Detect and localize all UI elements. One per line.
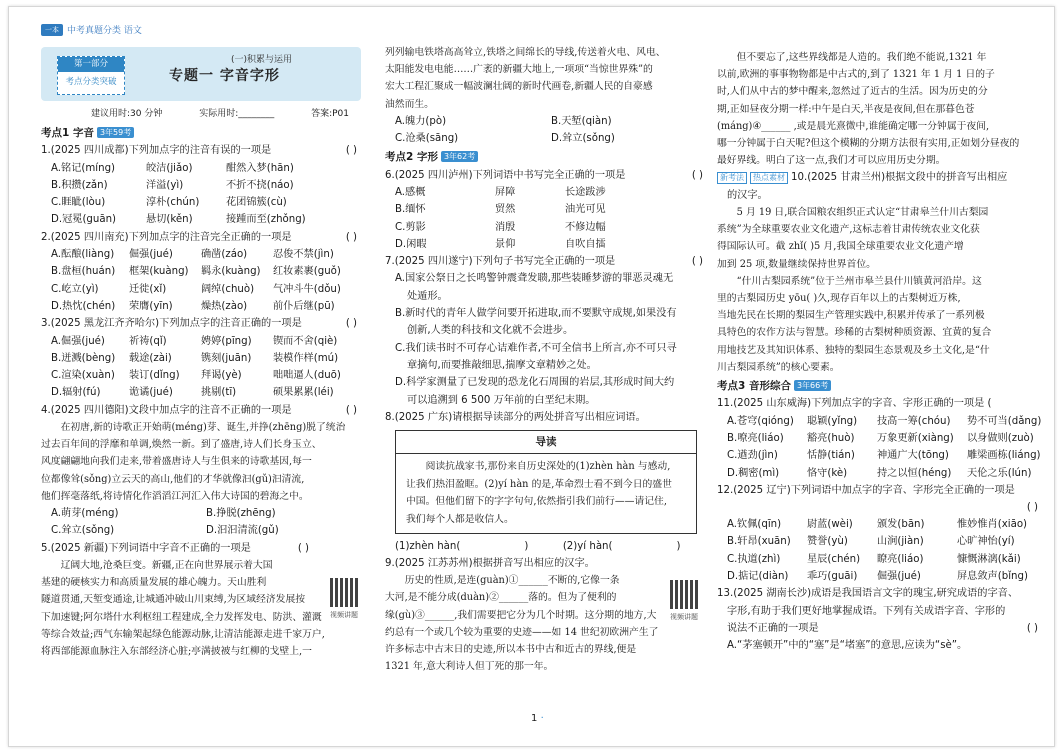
qr-code-2[interactable] xyxy=(667,580,701,626)
text-col3-kp3-title: 考点3 音形综合 xyxy=(717,380,791,393)
text-col1-q1-opts-3-0: D.冠冕(guān) xyxy=(51,214,117,226)
q12-options xyxy=(717,516,1042,585)
text-col3-q12-opts-1-0: B.轩昂(xuān) xyxy=(727,536,791,548)
part-label: 第一部分 xyxy=(58,57,124,72)
part-box xyxy=(57,56,125,95)
text-col2-q9-passage-2: 缘(gù)③______,我们需要把它分为几个时期。这分期的地方,大 xyxy=(385,609,657,621)
text-col1-q1-opts-3-2: 接踵而至(zhǒng) xyxy=(226,214,306,226)
text-col1-q4-passage-2: 风度翩翩地向我们走来,带着盛唐诗人与生俱来的诗歌基因,每一 xyxy=(41,456,312,468)
text-col1-q3-opts-2-3: 咄咄逼人(duō) xyxy=(273,370,341,382)
text-col2-q5opts-1-1: D.耸立(sǒng) xyxy=(551,133,615,145)
text-col1-q2-opts-3-3: 前仆后继(pū) xyxy=(273,300,335,312)
text-col3-q12-opts-0-3: 惟妙惟肖(xiāo) xyxy=(957,519,1028,531)
text-col2-q6-opts-2-0: C.剪影 xyxy=(395,221,426,233)
text-col1-q2-opts-1-1: 框架(kuàng) xyxy=(129,266,189,278)
text-col3-q12-opts-2-2: 瞭亮(liáo) xyxy=(877,553,924,565)
q5-options xyxy=(385,113,707,148)
text-col2-q7-stem: 7.(2025 四川遂宁)下列句子书写完全正确的一项是 xyxy=(385,256,616,268)
text-col3-q11-opts-3-3: 天伦之乐(lún) xyxy=(967,467,1032,479)
text-col1-q4-opts-1-0: C.耸立(sǒng) xyxy=(51,525,115,537)
text-col2-kp2-title: 考点2 字形 xyxy=(385,151,438,164)
column-2 xyxy=(385,44,707,675)
text-col3-q13-bracket: ( ) xyxy=(1026,622,1038,634)
text-col3-q11-opts-0-0: A.苍穹(qióng) xyxy=(727,415,794,427)
kp2-heading xyxy=(385,149,707,166)
text-col1-q3-opts-2-2: 拜谒(yè) xyxy=(201,370,242,382)
text-col1-q4-stem: 4.(2025 四川德阳)文段中加点字的注音不正确的一项是 xyxy=(41,404,292,416)
text-col3-q10-badge1: 新考法 xyxy=(717,172,747,184)
q10-passage xyxy=(717,204,1042,376)
q6-options xyxy=(385,184,707,253)
question-10 xyxy=(717,169,1042,186)
actual-time: 实际用时:________ xyxy=(199,109,275,119)
question-5 xyxy=(41,540,361,557)
text-col2-p1-1: 太阳能发电电能……广袤的新疆大地上,一项项“当惊世界殊”的 xyxy=(385,64,653,76)
text-col1-q1-opts-2-0: C.睚眦(lòu) xyxy=(51,197,106,209)
text-col2-q5opts-1-0: C.沧桑(sāng) xyxy=(395,133,459,145)
text-col3-p1-4: (máng)④______ ,或是晨光熹微中,谁能确定哪一分钟属于夜间, xyxy=(717,120,990,132)
text-col3-q10-passage-1: 系统”为全球重要农业文化遗产,这标志着甘肃传统农业文化获 xyxy=(717,224,980,236)
answer-2-label: (2)yí hàn( xyxy=(562,540,613,552)
text-col3-q11-opts-3-0: D.稠密(mì) xyxy=(727,467,780,479)
q9-passage xyxy=(385,572,667,675)
question-13 xyxy=(717,585,1042,602)
text-col2-q6-opts-0-2: 长途跋涉 xyxy=(565,187,606,198)
text-col3-q10-passage-9: 川古梨园系统”的核心要素。 xyxy=(717,361,840,373)
text-col3-q10-passage-4: “什川古梨园系统”位于兰州市皋兰县什川镇黄河沿岸。这 xyxy=(736,275,982,287)
text-col1-q5-bracket: ( ) xyxy=(297,542,309,554)
text-col3-q12-stem: 12.(2025 辽宁)下列词语中加点字的字音、字形完全正确的一项是 xyxy=(717,484,1015,496)
text-col1-q4-opts-0-0: A.萌芽(méng) xyxy=(51,508,119,520)
q11-options xyxy=(717,413,1042,482)
text-col3-q12-opts-3-3: 屏息敛声(bǐng) xyxy=(957,571,1028,583)
text-col3-kp3-badge: 3年66考 xyxy=(794,380,831,391)
text-col2-q9-passage-3: 约总有一个或几个较为重要的史迹——如 14 世纪初欧洲产生了 xyxy=(385,626,659,638)
text-col2-q9-passage-5: 1321 年,意大利诗人但丁死的那一年。 xyxy=(385,661,554,673)
text-col1-q1-opts-1-0: B.积攒(zǎn) xyxy=(51,179,108,191)
text-col2-q8-guide_body-1: 让我们热泪盈眶。(2)yí hàn 的是,革命烈士看不到今日的盛世 xyxy=(406,478,672,490)
text-col2-q8-guide_body-2: 中国。但他们留下的字字句句,依然指引我们前行——请记住, xyxy=(406,496,667,508)
column-3 xyxy=(717,49,1042,655)
text-col3-q10-stem: 10.(2025 甘肃兰州)根据文段中的拼音写出相应 xyxy=(791,172,1008,184)
text-col1-q1-stem: 1.(2025 四川成都)下列加点字的注音有误的一项是 xyxy=(41,145,272,157)
question-6 xyxy=(385,167,707,184)
text-col1-q1-opts-1-1: 洋溢(yì) xyxy=(146,179,184,191)
text-col2-q6-opts-3-1: 景仰 xyxy=(495,238,516,250)
text-col3-p1-2: 时,人们从中古的梦中醒来,忽然过了近古的生活。因为历史的分 xyxy=(717,86,988,98)
text-col2-q9-passage-4: 许多标志中古末日的史迹,所以本书中古和近古的界线,便是 xyxy=(385,643,637,655)
text-col2-q7-bracket: ( ) xyxy=(691,256,703,268)
text-col1-q5-passage-4: 等综合效益;西气东输架起绿色能源动脉,让清洁能源走进千家万户, xyxy=(41,628,325,640)
text-col1-q1-opts-0-0: A.铭记(míng) xyxy=(51,162,116,174)
brand-logo: 一本 xyxy=(41,24,63,36)
guide-box xyxy=(395,430,697,533)
text-col2-q7-opts-7: 可以追溯到 6 500 万年前的白垩纪末期。 xyxy=(407,394,596,406)
text-col1-q2-opts-2-0: C.屹立(yì) xyxy=(51,283,99,295)
document-page xyxy=(8,6,1055,747)
text-col3-q12-opts-0-2: 颁发(bān) xyxy=(877,519,925,531)
category-label: 中考真题分类 语文 xyxy=(67,26,142,36)
text-col3-q12-opts-3-0: D.掂记(diàn) xyxy=(727,571,789,583)
text-col3-p1-6: 最好界线。明白了这一点,我们才可以应用历史分期。 xyxy=(717,155,946,167)
text-col3-q12-opts-0-1: 尉蓝(wèi) xyxy=(807,519,853,531)
answer-ref: 答案:P01 xyxy=(311,109,349,119)
text-col1-q2-opts-2-3: 气冲斗牛(dǒu) xyxy=(273,283,341,295)
q5-passage xyxy=(41,557,361,660)
text-col3-q12-opts-2-1: 星辰(chén) xyxy=(807,553,861,565)
q1-options xyxy=(41,160,361,229)
text-col2-q8-stem: 8.(2025 广东)请根据导读部分的两处拼音写出相应词语。 xyxy=(385,411,646,423)
text-col3-q12-opts-2-0: C.执道(zhì) xyxy=(727,553,781,565)
text-col2-qr_label: 视频讲题 xyxy=(670,613,698,621)
text-col3-q12-opts-1-1: 赞誉(yù) xyxy=(807,536,848,548)
text-col1-q3-opts-2-0: C.渲染(xuàn) xyxy=(51,370,115,382)
text-col1-qr_label: 视频讲题 xyxy=(330,611,358,619)
text-col2-q7-opts-1: 处遁形。 xyxy=(407,290,448,302)
text-col3-q11-opts-0-2: 技高一筹(chóu) xyxy=(877,415,951,427)
text-col1-q3-opts-3-2: 挑剔(tī) xyxy=(201,387,237,399)
page-number: 1 · xyxy=(531,713,544,724)
text-col2-q6-opts-2-2: 不修边幅 xyxy=(565,221,606,233)
text-col2-q6-opts-3-2: 自吹自擂 xyxy=(565,238,606,250)
text-col2-q7-opts-2: B.新时代的青年人做学问要开拓进取,而不要默守成规,如果没有 xyxy=(395,308,677,320)
text-col3-q11-opts-2-0: C.遒劲(jìn) xyxy=(727,450,778,462)
text-col3-q11-opts-3-2: 持之以恒(héng) xyxy=(877,467,952,479)
text-col1-q2-opts-1-3: 红妆素裹(guǒ) xyxy=(273,266,341,278)
text-col3-q12-bracket: ( ) xyxy=(1026,502,1038,514)
text-col1-q2-opts-0-3: 忍俊不禁(jìn) xyxy=(273,249,334,261)
column-1 xyxy=(41,45,361,660)
text-col2-q6-opts-1-1: 贸然 xyxy=(495,204,516,216)
text-col3-q11-opts-0-3: 势不可当(dǎng) xyxy=(967,415,1042,427)
text-col2-q6-opts-1-2: 油光可见 xyxy=(565,204,606,216)
text-col3-q11-opts-2-3: 雕梁画栋(liáng) xyxy=(967,450,1041,462)
text-col1-q4-passage-4: 他们挥毫落纸,将诗情化作滔滔江河汇入伟大诗国的碧海之中。 xyxy=(41,490,309,502)
text-col2-q8-close: ) xyxy=(524,540,529,552)
suggested-time: 建议用时:30 分钟 xyxy=(91,109,163,119)
text-col2-q6-opts-0-0: A.感概 xyxy=(395,187,426,198)
text-col3-q10-badge2: 热点素材 xyxy=(750,172,788,184)
text-col3-q13-stem2: 字形,有助于我们更好地掌握成语。下列有关成语字音、字形的 xyxy=(727,605,1006,617)
text-col2-kp2-badge: 3年62考 xyxy=(441,151,478,162)
q9-passage-cont xyxy=(717,49,1042,169)
text-col1-q3-bracket: ( ) xyxy=(345,318,357,330)
text-col3-q12-opts-1-2: 山涧(jiàn) xyxy=(877,536,924,548)
guide-body xyxy=(396,454,696,532)
text-col3-q12-opts-1-3: 心旷神怡(yí) xyxy=(957,536,1015,548)
text-col1-q4-passage-3: 位都像耸(sǒng)立云天的高山,他们的才华就像汩(gǔ)汩清流, xyxy=(41,473,305,485)
text-col3-q13-stem: 13.(2025 湖南长沙)成语是我国语言文字的瑰宝,研究成语的字音、 xyxy=(717,588,1019,600)
text-col2-q5opts-0-0: A.魄力(pò) xyxy=(395,115,447,127)
text-col3-q11-stem: 11.(2025 山东威海)下列加点字的字音、字形正确的一项是 ( xyxy=(717,398,992,410)
q5-passage-cont xyxy=(385,44,707,113)
text-col3-q11-opts-3-1: 恪守(kè) xyxy=(807,467,848,479)
text-col3-q12-opts-2-3: 慷慨淋漓(kǎi) xyxy=(957,553,1021,565)
text-col2-q8-guide_body-3: 我们每个人都是收信人。 xyxy=(406,513,514,525)
q4-passage xyxy=(41,419,361,505)
text-col1-q4-bracket: ( ) xyxy=(345,404,357,416)
kp1-heading xyxy=(41,125,361,142)
text-col1-q1-opts-2-2: 花团锦簇(cù) xyxy=(226,197,287,209)
text-col3-q13-stem3: 说法不正确的一项是 xyxy=(727,622,819,634)
guide-title: 导读 xyxy=(396,431,696,454)
text-col1-q3-opts-3-0: D.辐射(fú) xyxy=(51,387,101,399)
text-col1-q1-opts-0-2: 酣然入梦(hān) xyxy=(226,162,294,174)
text-col3-q10-passage-3: 加到 25 项,数量继续保持世界首位。 xyxy=(717,258,876,270)
text-col1-q2-opts-3-0: D.热忱(chén) xyxy=(51,300,116,312)
text-col3-q11-opts-1-2: 万象更新(xiàng) xyxy=(877,432,954,444)
text-col3-q12-opts-3-2: 倔强(jué) xyxy=(877,571,921,583)
qr-code-icon xyxy=(670,580,699,609)
question-9 xyxy=(385,555,707,572)
text-col1-q3-opts-2-1: 装订(dǐng) xyxy=(129,370,180,382)
text-col2-q6-opts-0-1: 屏障 xyxy=(495,187,516,198)
text-col1-kp1-title: 考点1 字音 xyxy=(41,127,94,139)
text-col2-q7-opts-6: D.科学家测量了已发现的恐龙化石周围的岩层,其形成时间大约 xyxy=(395,377,675,389)
text-col3-q11-opts-1-1: 豁亮(huò) xyxy=(807,432,855,444)
topic-title: 专题一 字音字形 xyxy=(169,68,280,84)
text-col1-q1-opts-1-2: 不折不挠(náo) xyxy=(226,179,294,191)
text-col1-q3-opts-0-0: A.倔强(jué) xyxy=(51,335,105,347)
text-col2-p1-3: 油然而生。 xyxy=(385,98,434,110)
text-col1-q2-opts-3-2: 燥热(zào) xyxy=(201,300,248,312)
text-col1-q2-opts-0-2: 确凿(záo) xyxy=(201,249,248,261)
text-col1-q4-opts-1-1: D.汩汩清流(gǔ) xyxy=(206,525,279,537)
q3-options xyxy=(41,333,361,402)
text-col2-q7-opts-4: C.我们读书时不可存心诘难作者,不可全信书上所言,亦不可只寻 xyxy=(395,342,677,354)
topic-banner xyxy=(41,47,361,101)
text-col1-q5-passage-2: 隧道贯通,天堑变通途,让城通冲破山川束缚,为区域经济发展按 xyxy=(41,594,306,606)
text-col3-p1-1: 以前,欧洲的事事物物都是中古式的,到了 1321 年 1 月 1 日的子 xyxy=(717,69,995,81)
kp1-badge: 3年59考 xyxy=(97,127,134,138)
text-col3-q10-passage-6: 当地先民在长期的梨园生产管理实践中,积累并传承了一系列极 xyxy=(717,310,985,322)
text-col3-q10-stem2: 的汉字。 xyxy=(727,189,768,201)
section-subtitle: (一)积累与运用 xyxy=(231,55,293,65)
text-col2-q6-bracket: ( ) xyxy=(691,169,703,181)
text-col1-q5-passage-1: 基建的硬核实力和高质量发展的雄心魄力。天山胜利 xyxy=(41,577,267,589)
text-col2-q8-guide_body-0: 阅读抗战家书,那份来自历史深处的(1)zhèn hàn 与感动, xyxy=(425,461,671,473)
text-col3-q10-passage-7: 具特色的农作方法与智慧。珍稀的古梨树种质资源、宜黄的复合 xyxy=(717,327,992,339)
text-col2-p1-0: 列列输电铁塔高高耸立,铁塔之间绵长的导线,传送着火电、风电、 xyxy=(385,47,666,58)
text-col3-p1-5: 哪一分钟属于白天呢?但这个模糊的分期方法很有实用,正如划分昼夜的 xyxy=(717,138,1020,150)
text-col1-q2-opts-2-2: 阔绰(chuò) xyxy=(201,283,255,295)
question-2 xyxy=(41,229,361,246)
question-12 xyxy=(717,482,1042,499)
text-col1-q5-passage-3: 下加速键;阿尔塔什水利枢纽工程建成,全力发挥发电、防洪、灌溉 xyxy=(41,611,322,623)
text-col2-q7-opts-3: 创新,人类的科技和文化就不会进步。 xyxy=(407,325,574,337)
text-col1-q3-opts-1-1: 载途(zài) xyxy=(129,352,172,364)
text-col3-q10-passage-2: 得国际认可。截 zhǐ( )5 月,我国全球重要农业文化遗产增 xyxy=(717,241,964,253)
text-col3-q11-opts-2-2: 神通广大(tōng) xyxy=(877,450,949,462)
text-col2-p1-2: 宏大工程汇聚成一幅波澜壮阔的新时代画卷,新疆人民的自豪感 xyxy=(385,81,653,93)
text-col1-q2-opts-0-0: A.酝酿(liàng) xyxy=(51,249,115,261)
text-col1-q3-opts-3-1: 诡谲(jué) xyxy=(129,387,173,399)
question-7 xyxy=(385,253,707,270)
time-meta xyxy=(41,105,361,123)
question-11 xyxy=(717,395,1042,412)
text-col3-q10-passage-0: 5 月 19 日,联合国粮农组织正式认定“甘肃皋兰什川古梨园 xyxy=(736,207,989,219)
text-col1-q5-stem: 5.(2025 新疆)下列词语中字音不正确的一项是 xyxy=(41,542,251,554)
text-col1-q1-opts-2-1: 淳朴(chún) xyxy=(146,197,200,209)
text-col1-q3-opts-0-3: 锲而不舍(qiè) xyxy=(273,335,338,347)
text-col3-q10-passage-8: 用地技艺及其知识体系、独特的梨园生态景观及乡土文化,是“什 xyxy=(717,344,990,356)
text-col3-q11-opts-1-0: B.嘹亮(liáo) xyxy=(727,432,784,444)
text-col2-q8-close: ) xyxy=(676,540,681,552)
text-col1-q5-passage-5: 将西部能源血脉注入东部经济心脏;亭满披被与红柳的戈壁上,一 xyxy=(41,645,312,657)
q4-options xyxy=(41,505,361,540)
text-col1-q3-stem: 3.(2025 黑龙江齐齐哈尔)下列加点字的注音正确的一项是 xyxy=(41,318,302,330)
text-col1-q3-opts-1-2: 镌刻(juān) xyxy=(201,352,252,364)
qr-code-icon xyxy=(330,578,359,607)
text-col1-q2-opts-1-0: B.盘桓(huán) xyxy=(51,266,116,278)
text-col1-q2-opts-1-2: 羁永(kuàng) xyxy=(201,266,261,278)
q8-answers xyxy=(385,538,707,555)
text-col2-q7-opts-0: A.国家公祭日之长鸣警钟震聋发聩,那些装睡梦游的罪恶灵魂无 xyxy=(395,273,674,285)
kp3-heading xyxy=(717,378,1042,395)
text-col1-q1-opts-3-1: 悬切(kěn) xyxy=(146,214,193,226)
q7-options xyxy=(385,270,707,408)
text-col1-q4-opts-0-1: B.挣脱(zhēng) xyxy=(206,508,276,520)
text-col1-q2-bracket: ( ) xyxy=(345,231,357,243)
text-col2-q9-stem: 9.(2025 江苏苏州)根据拼音写出相应的汉字。 xyxy=(385,557,595,569)
answer-1-label: (1)zhèn hàn( xyxy=(395,540,461,552)
text-col1-q1-bracket: ( ) xyxy=(345,145,357,157)
text-col1-q2-opts-2-1: 迁徙(xǐ) xyxy=(129,283,167,295)
text-col2-q9-passage-1: 大河,是不能分成(duàn)②______落的。但为了便利的 xyxy=(385,592,617,604)
text-col3-p1-0: 但不要忘了,这些界线都是人造的。我们绝不能说,1321 年 xyxy=(736,52,987,63)
text-col1-q3-opts-1-0: B.迸溅(bèng) xyxy=(51,352,116,364)
q2-options xyxy=(41,246,361,315)
text-col3-q11-opts-2-1: 恬静(tián) xyxy=(807,450,855,462)
text-col3-q11-opts-1-3: 以身做则(zuò) xyxy=(967,432,1034,444)
text-col1-q3-opts-1-3: 装模作样(mú) xyxy=(273,352,339,364)
text-footer-page: 1 xyxy=(531,713,538,724)
text-col2-q9-passage-0: 历史的性质,是连(guàn)①______不断的,它像一条 xyxy=(404,575,620,587)
text-col2-q6-opts-1-0: B.缅怀 xyxy=(395,204,426,216)
text-col1-q2-stem: 2.(2025 四川南充)下列加点字的注音完全正确的一项是 xyxy=(41,231,292,243)
text-col1-q4-passage-1: 过去百年间的浮靡和单调,焕然一新。到了盛唐,诗人们长身玉立、 xyxy=(41,439,322,451)
question-1 xyxy=(41,142,361,159)
question-8 xyxy=(385,409,707,426)
text-col3-p1-3: 期,正如昼夜分期一样:中午是白天,半夜是夜间,但在那暮色苍 xyxy=(717,103,975,115)
part-sub-label: 考点分类突破 xyxy=(65,77,117,87)
text-col2-q7-opts-5: 章摘句,而要推敲细思,揣摩文章精妙之处。 xyxy=(407,359,597,371)
text-col3-q11-opts-0-1: 聪颖(yǐng) xyxy=(807,415,858,427)
text-col1-q2-opts-0-1: 倔强(jué) xyxy=(129,249,173,261)
text-col2-q6-opts-2-1: 消殷 xyxy=(495,221,516,233)
text-col1-q1-opts-0-1: 皎洁(jiǎo) xyxy=(146,162,193,174)
qr-code-1[interactable] xyxy=(327,578,361,624)
text-col1-q3-opts-3-3: 硕果累累(léi) xyxy=(273,387,334,399)
text-col3-q12-opts-0-0: A.钦佩(qīn) xyxy=(727,519,782,531)
text-col3-q12-opts-3-1: 乖巧(guāi) xyxy=(807,571,858,583)
text-col2-q6-opts-3-0: D.闲暇 xyxy=(395,238,427,250)
text-col1-q3-opts-0-2: 娉婷(pīng) xyxy=(201,335,252,347)
text-col1-q3-opts-0-1: 祈祷(qǐ) xyxy=(129,335,167,347)
question-3 xyxy=(41,315,361,332)
text-col1-q2-opts-3-1: 荣膺(yīn) xyxy=(129,300,173,312)
text-col3-q10-passage-5: 里的古梨园历史 yōu( )久,现存百年以上的古梨树近万株, xyxy=(717,293,961,305)
q13-option-a: A.“茅塞顿开”中的“塞”是“堵塞”的意思,应读为“sè”。 xyxy=(727,640,968,652)
text-col1-q5-passage-0: 辽阔大地,沧桑巨变。新疆,正在向世界展示着大国 xyxy=(60,559,273,571)
text-col2-q5opts-0-1: B.天堑(qiàn) xyxy=(551,115,612,127)
text-col1-q4-passage-0: 在初唐,新的诗歌正开始萌(méng)芽、诞生,并挣(zhēng)脱了统治 xyxy=(60,422,346,434)
text-col2-q6-stem: 6.(2025 四川泸州)下列词语中书写完全正确的一项是 xyxy=(385,169,626,181)
question-4 xyxy=(41,402,361,419)
